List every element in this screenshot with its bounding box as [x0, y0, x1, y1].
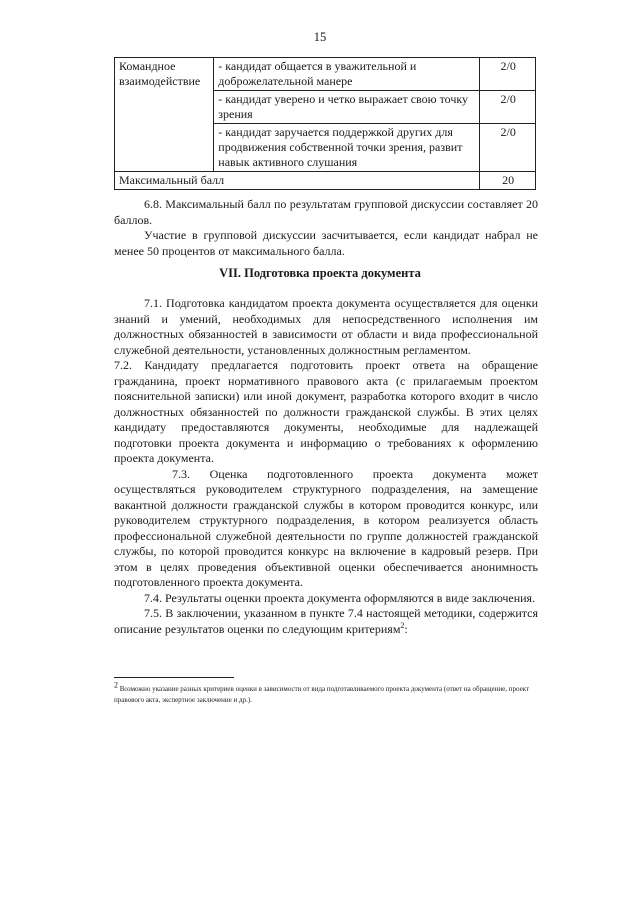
- paragraph-7-5-text: 7.5. В заключении, указанном в пункте 7.4 настоящей методики, содержится описание результатов оценки по следующим критериям: [114, 606, 538, 636]
- criteria-table: [114, 57, 536, 190]
- paragraph-group-6: [114, 197, 538, 259]
- paragraph-7-4: 7.4. Результаты оценки проекта документа оформляются в виде заключения.: [144, 590, 536, 605]
- table-row: [115, 58, 536, 91]
- criterion-score: 2/0: [480, 58, 536, 91]
- criterion-description: - кандидат уверено и четко выражает свою точку зрения: [214, 91, 480, 124]
- footnote-divider: [114, 677, 234, 678]
- paragraph-participation: Участие в групповой дискуссии засчитывается, если кандидат набрал не менее 50 процентов от максимального балла.: [114, 228, 538, 258]
- max-score-value: 20: [480, 172, 536, 190]
- paragraph-6-8: 6.8. Максимальный балл по результатам групповой дискуссии составляет 20 баллов.: [114, 197, 538, 227]
- footnote: [114, 680, 544, 706]
- paragraph-7-3: 7.3. Оценка подготовленного проекта документа может осуществляться руководителем структурного подразделения, на замещение вакантной должности гражданской службы в котором проводится конкурс, или руководителем структурного подразделения, в котором реализуется область профессиональной служебной деятельности по группе должностей гражданской службы, по которой проводится конкурс на включение в кадровый резерв. При этом в целях проведения объективной оценки обеспечивается анонимность подготовленного проекта документа.: [114, 466, 538, 589]
- criterion-name: Командное взаимодействие: [115, 58, 214, 172]
- paragraph-group-7: [114, 296, 538, 637]
- criterion-description: - кандидат заручается поддержкой других для продвижения собственной точки зрения, развит навык активного слушания: [214, 124, 480, 172]
- paragraph-7-5: [114, 606, 538, 637]
- page-number: 15: [313, 30, 327, 44]
- criterion-description: - кандидат общается в уважительной и доброжелательной манере: [214, 58, 480, 91]
- table-row-max: [115, 172, 536, 190]
- max-score-label: Максимальный балл: [115, 172, 480, 190]
- criterion-score: 2/0: [480, 91, 536, 124]
- paragraph-7-2: 7.2. Кандидату предлагается подготовить проект ответа на обращение гражданина, проект нормативного правового акта (с прилагаемым проектом пояснительной записки) или иной документ, разработка которого входит в число должностных обязанностей по должности гражданской службы. В этих целях кандидату предоставляются документы, необходимые для надлежащей подготовки проекта документа и информацию о требованиях к оформлению проекта документа.: [114, 358, 538, 465]
- footnote-mark: 2: [114, 680, 118, 690]
- paragraph-7-5-end: :: [404, 621, 408, 636]
- footnote-reference: 2: [400, 620, 405, 630]
- paragraph-7-1: 7.1. Подготовка кандидатом проекта документа осуществляется для оценки знаний и умений, необходимых для непосредственного исполнения им должностных обязанностей в зависимости от области и вида профессиональной служебной деятельности, установленных должностным регламентом.: [114, 296, 538, 357]
- criterion-score: 2/0: [480, 124, 536, 172]
- footnote-text: Возможно указание разных критериев оценки в зависимости от вида подготавливаемого проекта документа (ответ на обращение, проект правового акта, экспертное заключение и др.).: [114, 685, 530, 704]
- section-title: VII. Подготовка проекта документа: [219, 266, 421, 280]
